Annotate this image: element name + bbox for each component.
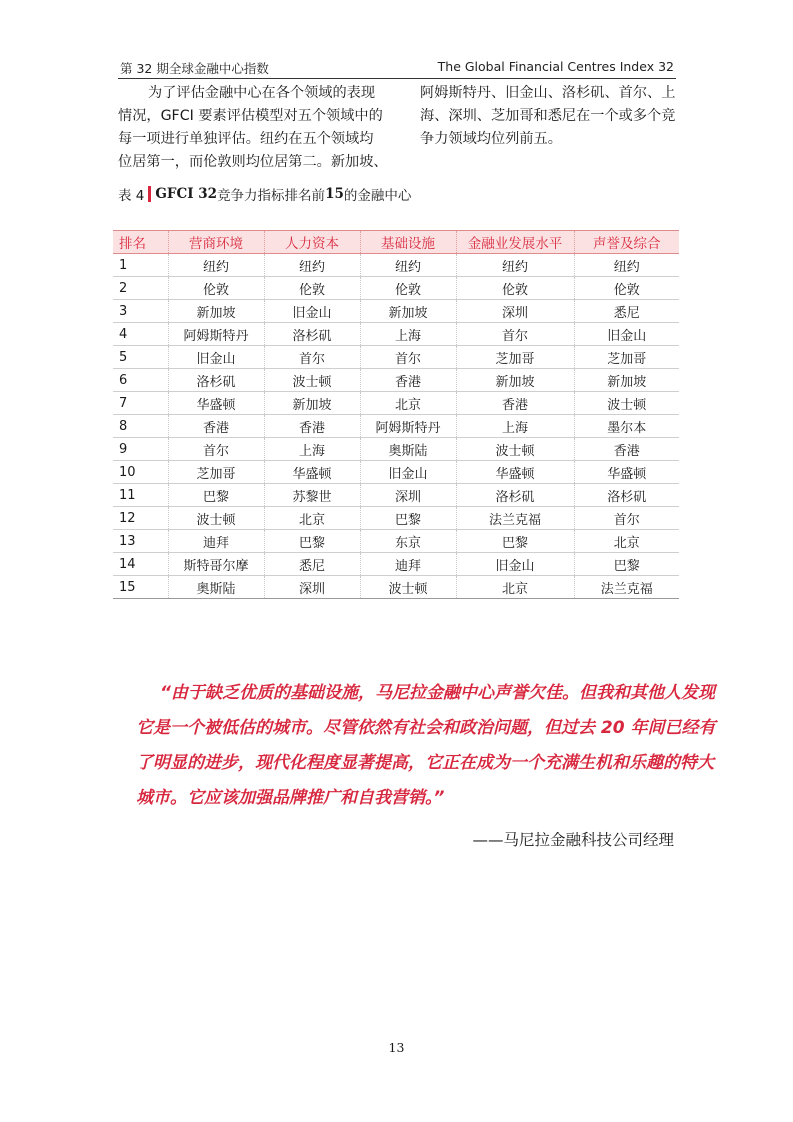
table-cell: 巴黎 <box>264 530 360 553</box>
rank-cell: 4 <box>113 323 168 346</box>
caption-count: 15 <box>325 186 344 202</box>
table-cell: 旧金山 <box>456 553 574 576</box>
table-cell: 法兰克福 <box>456 507 574 530</box>
table-cell: 深圳 <box>360 484 456 507</box>
quote-line: 了明显的进步，现代化程度显著提高，它正在成为一个充满生机和乐趣的特大 <box>136 753 714 773</box>
rank-cell: 8 <box>113 415 168 438</box>
table-cell: 华盛顿 <box>264 461 360 484</box>
table-cell: 迪拜 <box>360 553 456 576</box>
table-cell: 波士顿 <box>456 438 574 461</box>
table-cell: 伦敦 <box>456 277 574 300</box>
table-cell: 伦敦 <box>574 277 679 300</box>
table-cell: 新加坡 <box>456 369 574 392</box>
table-cell: 奥斯陆 <box>360 438 456 461</box>
table-cell: 首尔 <box>574 507 679 530</box>
caption-middle: 竞争力指标排名前 <box>217 188 326 204</box>
table-cell: 伦敦 <box>360 277 456 300</box>
table-row <box>113 369 679 392</box>
table-cell: 波士顿 <box>360 576 456 599</box>
table-row <box>113 576 679 599</box>
table-row <box>113 415 679 438</box>
table-cell: 洛杉矶 <box>456 484 574 507</box>
table-cell: 上海 <box>360 323 456 346</box>
table-cell: 华盛顿 <box>168 392 264 415</box>
ranking-table-container <box>113 230 679 599</box>
body-text-left-column <box>118 82 398 174</box>
table-cell: 伦敦 <box>168 277 264 300</box>
table-row <box>113 507 679 530</box>
caption-index-name: GFCI 32 <box>155 186 218 202</box>
quote-line: “由于缺乏优质的基础设施，马尼拉金融中心声誉欠佳。但我和其他人发现 <box>160 683 715 703</box>
table-row <box>113 438 679 461</box>
table-cell: 洛杉矶 <box>264 323 360 346</box>
table-row <box>113 461 679 484</box>
table-cell: 奥斯陆 <box>168 576 264 599</box>
table-row <box>113 323 679 346</box>
table-row <box>113 553 679 576</box>
table-cell: 首尔 <box>168 438 264 461</box>
table-body <box>113 254 679 599</box>
rank-cell: 7 <box>113 392 168 415</box>
table-row <box>113 277 679 300</box>
table-cell: 新加坡 <box>360 300 456 323</box>
table-cell: 深圳 <box>456 300 574 323</box>
table-cell: 悉尼 <box>574 300 679 323</box>
rank-cell: 3 <box>113 300 168 323</box>
table-cell: 首尔 <box>264 346 360 369</box>
body-line: 位居第一，而伦敦则均位居第二。新加坡、 <box>118 154 388 170</box>
body-line: 每一项进行单独评估。纽约在五个领域均 <box>118 131 374 147</box>
table-cell: 新加坡 <box>168 300 264 323</box>
body-line: 海、深圳、芝加哥和悉尼在一个或多个竞 <box>420 108 676 124</box>
table-cell: 华盛顿 <box>574 461 679 484</box>
rank-cell: 5 <box>113 346 168 369</box>
body-line: 争力领域均位列前五。 <box>420 131 562 147</box>
caption-suffix: 的金融中心 <box>343 188 412 204</box>
table-cell: 斯特哥尔摩 <box>168 553 264 576</box>
quote-attribution: ——马尼拉金融科技公司经理 <box>472 831 674 849</box>
pull-quote <box>136 676 716 816</box>
table-cell: 洛杉矶 <box>168 369 264 392</box>
table-header-row <box>113 231 679 254</box>
column-header-infrastructure: 基础设施 <box>360 231 456 254</box>
table-cell: 波士顿 <box>574 392 679 415</box>
body-line: 情况，GFCI 要素评估模型对五个领域中的 <box>118 108 383 124</box>
table-caption <box>118 184 411 204</box>
table-cell: 阿姆斯特丹 <box>168 323 264 346</box>
body-line: 阿姆斯特丹、旧金山、洛杉矶、首尔、上 <box>420 85 676 101</box>
table-cell: 洛杉矶 <box>574 484 679 507</box>
table-cell: 华盛顿 <box>456 461 574 484</box>
rank-cell: 10 <box>113 461 168 484</box>
rank-cell: 15 <box>113 576 168 599</box>
body-line: 为了评估金融中心在各个领域的表现 <box>148 85 376 101</box>
table-cell: 香港 <box>456 392 574 415</box>
table-cell: 旧金山 <box>264 300 360 323</box>
table-cell: 深圳 <box>264 576 360 599</box>
column-header-human-capital: 人力资本 <box>264 231 360 254</box>
table-cell: 悉尼 <box>264 553 360 576</box>
caption-prefix: 表 4 <box>118 188 145 204</box>
table-cell: 旧金山 <box>360 461 456 484</box>
table-cell: 上海 <box>264 438 360 461</box>
table-cell: 伦敦 <box>264 277 360 300</box>
table-row <box>113 530 679 553</box>
table-row <box>113 484 679 507</box>
column-header-financial-sector-development: 金融业发展水平 <box>456 231 574 254</box>
page-number: 13 <box>388 1040 405 1055</box>
table-cell: 芝加哥 <box>168 461 264 484</box>
quote-line: 它是一个被低估的城市。尽管依然有社会和政治问题，但过去 20 年间已经有 <box>136 718 716 738</box>
rank-cell: 14 <box>113 553 168 576</box>
table-cell: 纽约 <box>360 254 456 277</box>
running-header <box>118 56 676 79</box>
caption-accent-bar <box>148 186 151 202</box>
header-title-cn: 第 32 期全球金融中心指数 <box>120 61 269 76</box>
column-header-reputation: 声誉及综合 <box>574 231 679 254</box>
table-cell: 纽约 <box>264 254 360 277</box>
table-cell: 波士顿 <box>264 369 360 392</box>
table-cell: 旧金山 <box>574 323 679 346</box>
table-row <box>113 346 679 369</box>
table-cell: 旧金山 <box>168 346 264 369</box>
column-header-rank: 排名 <box>113 231 168 254</box>
table-cell: 上海 <box>456 415 574 438</box>
rank-cell: 11 <box>113 484 168 507</box>
table-cell: 纽约 <box>574 254 679 277</box>
table-cell: 北京 <box>360 392 456 415</box>
body-text-right-column <box>420 82 680 151</box>
table-cell: 波士顿 <box>168 507 264 530</box>
table-cell: 香港 <box>360 369 456 392</box>
header-title-en: The Global Financial Centres Index 32 <box>437 59 674 74</box>
table-cell: 迪拜 <box>168 530 264 553</box>
table-cell: 芝加哥 <box>456 346 574 369</box>
rank-cell: 6 <box>113 369 168 392</box>
table-cell: 香港 <box>264 415 360 438</box>
rank-cell: 9 <box>113 438 168 461</box>
table-cell: 巴黎 <box>456 530 574 553</box>
table-cell: 巴黎 <box>168 484 264 507</box>
table-cell: 法兰克福 <box>574 576 679 599</box>
table-cell: 芝加哥 <box>574 346 679 369</box>
ranking-table <box>113 230 679 599</box>
table-cell: 巴黎 <box>360 507 456 530</box>
table-cell: 东京 <box>360 530 456 553</box>
table-cell: 北京 <box>264 507 360 530</box>
rank-cell: 1 <box>113 254 168 277</box>
table-cell: 首尔 <box>456 323 574 346</box>
table-cell: 北京 <box>574 530 679 553</box>
table-cell: 香港 <box>574 438 679 461</box>
rank-cell: 12 <box>113 507 168 530</box>
table-cell: 新加坡 <box>264 392 360 415</box>
table-row <box>113 392 679 415</box>
table-cell: 北京 <box>456 576 574 599</box>
table-cell: 香港 <box>168 415 264 438</box>
rank-cell: 2 <box>113 277 168 300</box>
table-cell: 新加坡 <box>574 369 679 392</box>
table-cell: 纽约 <box>456 254 574 277</box>
table-row <box>113 254 679 277</box>
quote-line: 城市。它应该加强品牌推广和自我营销。” <box>136 788 445 808</box>
table-cell: 苏黎世 <box>264 484 360 507</box>
table-cell: 墨尔本 <box>574 415 679 438</box>
table-cell: 纽约 <box>168 254 264 277</box>
column-header-business-environment: 营商环境 <box>168 231 264 254</box>
rank-cell: 13 <box>113 530 168 553</box>
table-cell: 首尔 <box>360 346 456 369</box>
table-row <box>113 300 679 323</box>
table-cell: 阿姆斯特丹 <box>360 415 456 438</box>
table-cell: 巴黎 <box>574 553 679 576</box>
